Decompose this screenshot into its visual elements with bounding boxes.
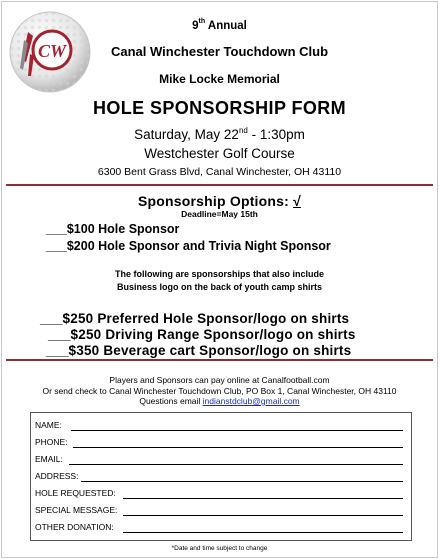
hole-requested-field[interactable]: HOLE REQUESTED:	[31, 485, 411, 502]
option-250-driving-range[interactable]: ___$250 Driving Range Sponsor/logo on shirts	[48, 327, 356, 342]
option-250-preferred-hole[interactable]: ___$250 Preferred Hole Sponsor/logo on shirts	[40, 311, 350, 326]
options-heading: Sponsorship Options: √	[138, 193, 301, 209]
event-address: 6300 Bent Grass Blvd, Canal Winchester, OH 43110	[97, 166, 342, 178]
email-link[interactable]: indianstdclub@gmail.com	[202, 396, 300, 406]
logo-sponsorship-note: The following are sponsorships that also include Business logo on the back of youth camp shirts	[114, 269, 325, 292]
checkmark-icon: √	[293, 193, 301, 209]
event-course: Westchester Golf Course	[144, 146, 295, 161]
annual-heading: 9th Annual	[192, 18, 247, 32]
sponsor-info-form	[30, 412, 412, 541]
option-100-hole[interactable]: ___$100 Hole Sponsor	[46, 222, 180, 236]
name-field[interactable]: NAME:	[31, 417, 411, 434]
footnote: *Date and time subject to change	[171, 545, 268, 552]
other-donation-field[interactable]: OTHER DONATION:	[31, 519, 411, 536]
option-200-hole-trivia[interactable]: ___$200 Hole Sponsor and Trivia Night Sponsor	[46, 239, 331, 253]
address-field[interactable]: ADDRESS:	[31, 468, 411, 485]
logo-text: CW	[37, 41, 67, 61]
form-title: HOLE SPONSORSHIP FORM	[92, 98, 347, 118]
memorial-name: Mike Locke Memorial	[159, 72, 280, 86]
special-message-field[interactable]: SPECIAL MESSAGE:	[31, 502, 411, 519]
option-350-beverage-cart[interactable]: ___$350 Beverage cart Sponsor/logo on shirts	[46, 343, 352, 358]
phone-field[interactable]: PHONE:	[31, 434, 411, 451]
divider-top	[6, 184, 433, 186]
divider-bottom	[6, 359, 433, 361]
club-name: Canal Winchester Touchdown Club	[110, 44, 329, 59]
email-field[interactable]: EMAIL:	[31, 451, 411, 468]
event-date: Saturday, May 22nd - 1:30pm	[134, 126, 305, 142]
payment-info: Players and Sponsors can pay online at Canalfootball.com Or send check to Canal Winchester Touchdown Club, PO Box 1, Canal Winchester, OH 43110 Questions email indianstdclub@gmail.com	[42, 375, 397, 406]
deadline-note: Deadline=May 15th	[181, 209, 258, 219]
